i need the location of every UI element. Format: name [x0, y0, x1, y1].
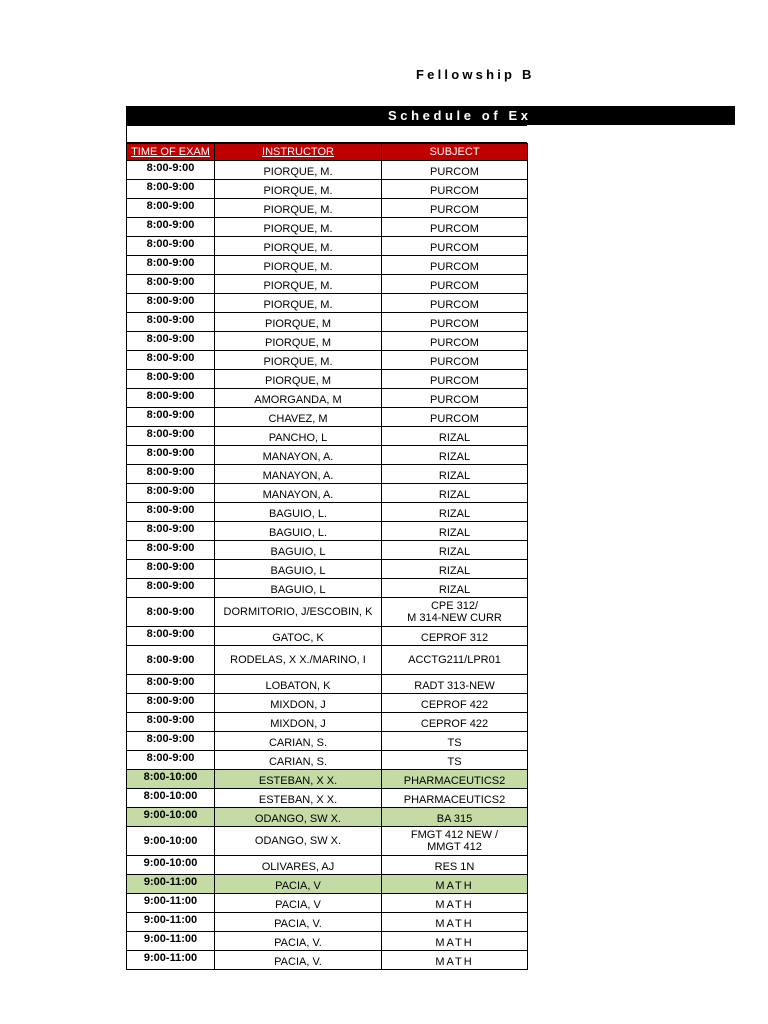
table-row	[127, 579, 528, 598]
subject-cell: PURCOM	[382, 389, 528, 408]
instructor-cell: PIORQUE, M.	[215, 275, 382, 294]
time-cell: 8:00-9:00	[127, 427, 215, 446]
table-row	[127, 598, 528, 627]
time-cell: 8:00-10:00	[127, 770, 215, 789]
table-row	[127, 408, 528, 427]
table-row	[127, 313, 528, 332]
subject-cell: PURCOM	[382, 370, 528, 389]
time-cell: 8:00-9:00	[127, 465, 215, 484]
time-cell: 8:00-9:00	[127, 579, 215, 598]
subject-cell: RADT 313-NEW	[382, 675, 528, 694]
schedule-banner-text: Schedule of Ex	[388, 108, 532, 123]
table-row	[127, 951, 528, 970]
time-cell: 8:00-9:00	[127, 732, 215, 751]
time-cell: 9:00-11:00	[127, 875, 215, 894]
instructor-cell: CARIAN, S.	[215, 751, 382, 770]
table-row	[127, 627, 528, 646]
subject-cell: PURCOM	[382, 218, 528, 237]
time-cell: 8:00-9:00	[127, 675, 215, 694]
subject-cell: PURCOM	[382, 294, 528, 313]
time-cell: 9:00-11:00	[127, 951, 215, 970]
instructor-cell: PIORQUE, M.	[215, 256, 382, 275]
table-body	[127, 161, 528, 970]
instructor-cell: PIORQUE, M.	[215, 180, 382, 199]
time-cell: 8:00-9:00	[127, 484, 215, 503]
table-row	[127, 275, 528, 294]
time-cell: 9:00-11:00	[127, 894, 215, 913]
table-header-row	[127, 144, 528, 161]
table-row	[127, 332, 528, 351]
instructor-cell: PIORQUE, M	[215, 313, 382, 332]
subject-cell: PURCOM	[382, 351, 528, 370]
instructor-cell: ODANGO, SW X.	[215, 827, 382, 856]
time-cell: 9:00-11:00	[127, 932, 215, 951]
table-row	[127, 256, 528, 275]
subject-cell: MATH	[382, 913, 528, 932]
subject-cell: RIZAL	[382, 484, 528, 503]
subject-cell: MATH	[382, 894, 528, 913]
time-cell: 8:00-9:00	[127, 560, 215, 579]
table-row	[127, 522, 528, 541]
table-row	[127, 294, 528, 313]
time-cell: 8:00-9:00	[127, 275, 215, 294]
instructor-cell: ESTEBAN, X X.	[215, 770, 382, 789]
instructor-cell: MANAYON, A.	[215, 446, 382, 465]
instructor-cell: PIORQUE, M.	[215, 294, 382, 313]
subject-cell: PURCOM	[382, 161, 528, 180]
subject-cell: TS	[382, 751, 528, 770]
table-row	[127, 370, 528, 389]
table-row	[127, 751, 528, 770]
document-title: Fellowship B	[416, 67, 535, 82]
table-row	[127, 161, 528, 180]
subject-cell: PURCOM	[382, 332, 528, 351]
instructor-cell: MIXDON, J	[215, 713, 382, 732]
time-cell: 8:00-9:00	[127, 389, 215, 408]
table-row	[127, 694, 528, 713]
table-row	[127, 560, 528, 579]
instructor-cell: PIORQUE, M.	[215, 161, 382, 180]
instructor-cell: RODELAS, X X./MARINO, I	[215, 646, 382, 675]
table-row	[127, 180, 528, 199]
instructor-cell: LOBATON, K	[215, 675, 382, 694]
instructor-cell: BAGUIO, L.	[215, 522, 382, 541]
time-cell: 8:00-9:00	[127, 313, 215, 332]
instructor-cell: MANAYON, A.	[215, 484, 382, 503]
table-row	[127, 237, 528, 256]
time-cell: 8:00-9:00	[127, 161, 215, 180]
instructor-cell: BAGUIO, L	[215, 579, 382, 598]
instructor-cell: PIORQUE, M.	[215, 237, 382, 256]
time-cell: 8:00-9:00	[127, 446, 215, 465]
subject-cell: RIZAL	[382, 503, 528, 522]
time-cell: 8:00-9:00	[127, 694, 215, 713]
subject-cell: ACCTG211/LPR01	[382, 646, 528, 675]
instructor-cell: BAGUIO, L.	[215, 503, 382, 522]
time-cell: 9:00-10:00	[127, 856, 215, 875]
instructor-cell: CHAVEZ, M	[215, 408, 382, 427]
header-subject: SUBJECT	[382, 144, 528, 161]
subject-cell: RIZAL	[382, 427, 528, 446]
time-cell: 9:00-10:00	[127, 808, 215, 827]
table-row	[127, 446, 528, 465]
time-cell: 8:00-9:00	[127, 351, 215, 370]
instructor-cell: ODANGO, SW X.	[215, 808, 382, 827]
subject-cell: MATH	[382, 951, 528, 970]
table-row	[127, 503, 528, 522]
instructor-cell: PIORQUE, M	[215, 370, 382, 389]
subject-cell: RIZAL	[382, 541, 528, 560]
instructor-cell: PACIA, V.	[215, 913, 382, 932]
instructor-cell: BAGUIO, L	[215, 541, 382, 560]
subject-cell: CEPROF 422	[382, 713, 528, 732]
subject-cell: RES 1N	[382, 856, 528, 875]
instructor-cell: OLIVARES, AJ	[215, 856, 382, 875]
subject-cell: BA 315	[382, 808, 528, 827]
time-cell: 8:00-9:00	[127, 713, 215, 732]
instructor-cell: AMORGANDA, M	[215, 389, 382, 408]
subject-cell: CPE 312/ M 314-NEW CURR	[382, 598, 528, 627]
time-cell: 8:00-9:00	[127, 598, 215, 627]
table-row	[127, 541, 528, 560]
table-row	[127, 856, 528, 875]
instructor-cell: MANAYON, A.	[215, 465, 382, 484]
subject-cell: RIZAL	[382, 560, 528, 579]
instructor-cell: DORMITORIO, J/ESCOBIN, K	[215, 598, 382, 627]
subject-cell: PHARMACEUTICS2	[382, 789, 528, 808]
table-row	[127, 713, 528, 732]
instructor-cell: PACIA, V	[215, 894, 382, 913]
instructor-cell: PIORQUE, M.	[215, 218, 382, 237]
instructor-cell: CARIAN, S.	[215, 732, 382, 751]
table-row	[127, 827, 528, 856]
time-cell: 8:00-9:00	[127, 646, 215, 675]
subject-cell: RIZAL	[382, 446, 528, 465]
subject-cell: PURCOM	[382, 275, 528, 294]
time-cell: 8:00-9:00	[127, 180, 215, 199]
header-time-of-exam: TIME OF EXAM	[127, 144, 215, 161]
subject-cell: PURCOM	[382, 199, 528, 218]
instructor-cell: MIXDON, J	[215, 694, 382, 713]
time-cell: 8:00-9:00	[127, 199, 215, 218]
time-cell: 8:00-9:00	[127, 541, 215, 560]
subject-cell: PHARMACEUTICS2	[382, 770, 528, 789]
table-row	[127, 427, 528, 446]
instructor-cell: PIORQUE, M.	[215, 351, 382, 370]
time-cell: 8:00-9:00	[127, 751, 215, 770]
table-row	[127, 932, 528, 951]
subject-cell: TS	[382, 732, 528, 751]
time-cell: 8:00-9:00	[127, 332, 215, 351]
subject-cell: PURCOM	[382, 180, 528, 199]
time-cell: 9:00-11:00	[127, 913, 215, 932]
subject-cell: FMGT 412 NEW / MMGT 412	[382, 827, 528, 856]
table-row	[127, 218, 528, 237]
time-cell: 8:00-9:00	[127, 627, 215, 646]
table-row	[127, 732, 528, 751]
time-cell: 8:00-9:00	[127, 408, 215, 427]
time-cell: 8:00-9:00	[127, 294, 215, 313]
time-cell: 8:00-9:00	[127, 522, 215, 541]
table-row	[127, 875, 528, 894]
table-row	[127, 484, 528, 503]
instructor-cell: PACIA, V	[215, 875, 382, 894]
table-row	[127, 675, 528, 694]
table-row	[127, 894, 528, 913]
subject-cell: RIZAL	[382, 465, 528, 484]
table-row	[127, 646, 528, 675]
subject-cell: MATH	[382, 875, 528, 894]
instructor-cell: PACIA, V.	[215, 951, 382, 970]
table-row	[127, 770, 528, 789]
time-cell: 8:00-9:00	[127, 370, 215, 389]
table-row	[127, 389, 528, 408]
table-row	[127, 913, 528, 932]
table-blank-row	[126, 125, 527, 143]
table-row	[127, 351, 528, 370]
instructor-cell: PACIA, V.	[215, 932, 382, 951]
subject-cell: PURCOM	[382, 313, 528, 332]
subject-cell: RIZAL	[382, 522, 528, 541]
subject-cell: RIZAL	[382, 579, 528, 598]
time-cell: 8:00-9:00	[127, 256, 215, 275]
table-row	[127, 465, 528, 484]
exam-schedule-table	[126, 143, 528, 970]
header-instructor: INSTRUCTOR	[215, 144, 382, 161]
subject-cell: PURCOM	[382, 408, 528, 427]
subject-cell: CEPROF 312	[382, 627, 528, 646]
instructor-cell: GATOC, K	[215, 627, 382, 646]
table-row	[127, 789, 528, 808]
subject-cell: PURCOM	[382, 256, 528, 275]
time-cell: 9:00-10:00	[127, 827, 215, 856]
instructor-cell: BAGUIO, L	[215, 560, 382, 579]
instructor-cell: PIORQUE, M.	[215, 199, 382, 218]
time-cell: 8:00-10:00	[127, 789, 215, 808]
time-cell: 8:00-9:00	[127, 503, 215, 522]
time-cell: 8:00-9:00	[127, 237, 215, 256]
instructor-cell: PANCHO, L	[215, 427, 382, 446]
subject-cell: CEPROF 422	[382, 694, 528, 713]
subject-cell: PURCOM	[382, 237, 528, 256]
subject-cell: MATH	[382, 932, 528, 951]
table-row	[127, 199, 528, 218]
instructor-cell: PIORQUE, M	[215, 332, 382, 351]
instructor-cell: ESTEBAN, X X.	[215, 789, 382, 808]
table-row	[127, 808, 528, 827]
time-cell: 8:00-9:00	[127, 218, 215, 237]
